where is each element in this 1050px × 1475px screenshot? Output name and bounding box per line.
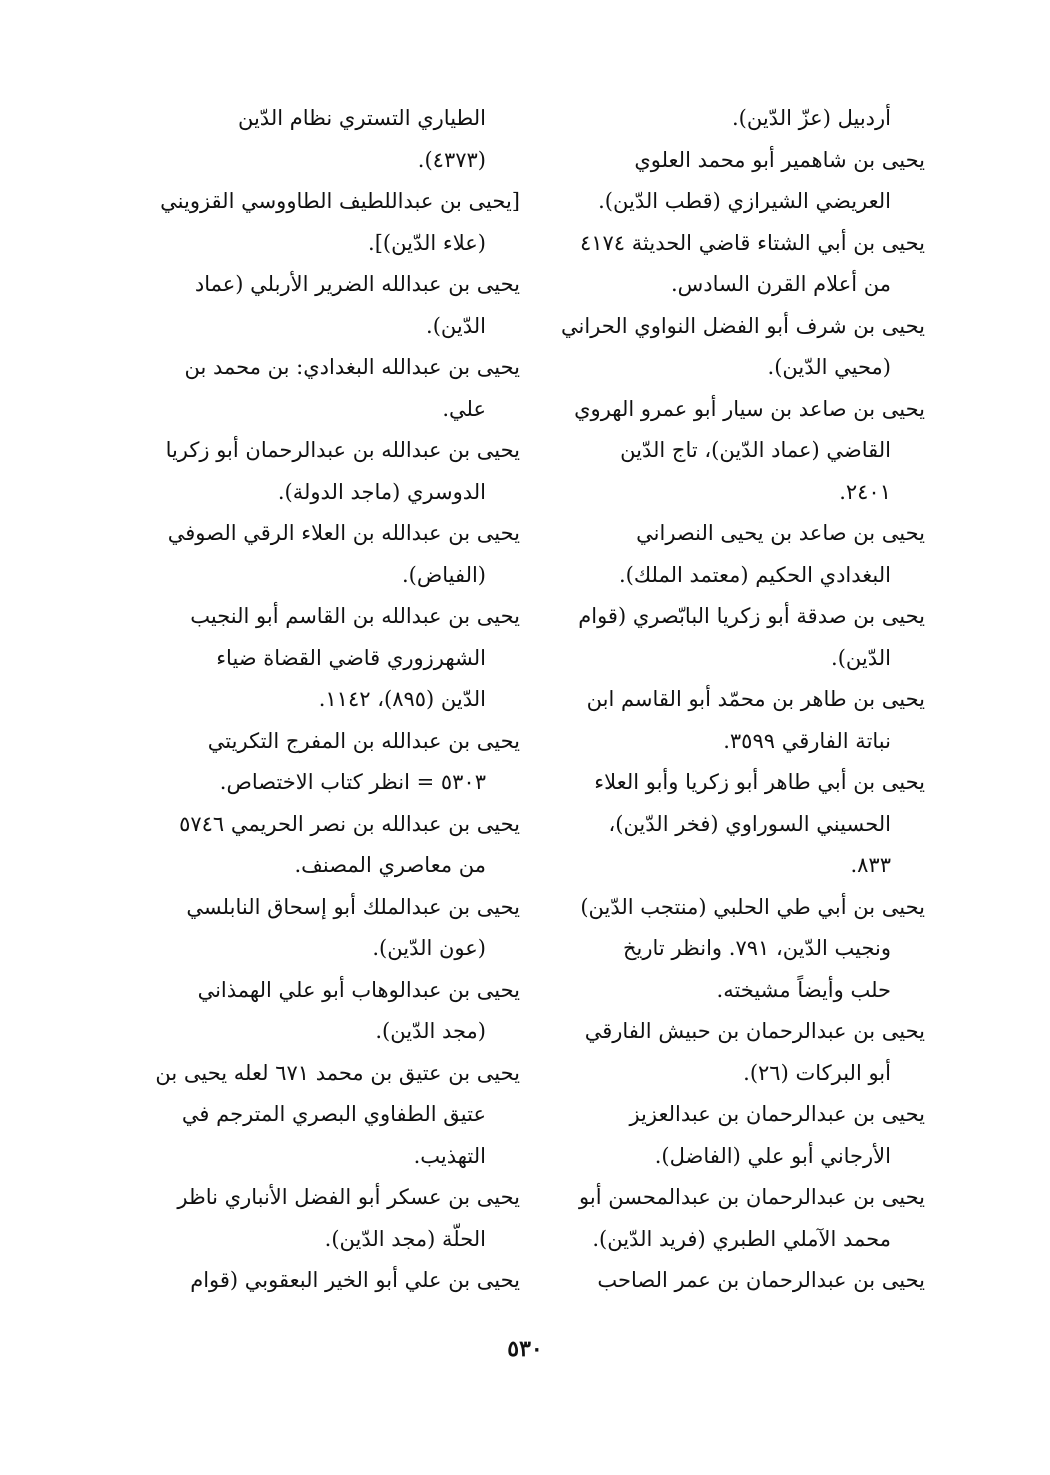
index-entry-line: يحيى بن عبدالله بن عبدالرحمان أبو زكريا	[165, 438, 520, 462]
index-entry-line: الدوسري (ماجد الدولة).	[277, 479, 486, 504]
index-entry-line: القاضي (عماد الدّين)، تاج الدّين	[620, 438, 891, 462]
index-entry-line: يحيى بن عبدالرحمان بن حبيش الفارقي	[584, 1019, 925, 1043]
index-entry-line: يحيى بن عبدالملك أبو إسحاق النابلسي	[186, 894, 520, 919]
index-entry-line: يحيى بن عبدالله بن القاسم أبو النجيب	[190, 604, 520, 628]
index-entry-line: يحيى بن صاعد بن يحيى النصراني	[636, 521, 925, 545]
index-entry-line: يحيى بن صدقة أبو زكريا البابّصري (قوام	[578, 604, 925, 628]
index-entry-line: [يحيى بن عبداللطيف الطاووسي القزويني	[160, 189, 520, 213]
index-entry-line: يحيى بن أبي طاهر أبو زكريا وأبو العلاء	[594, 770, 925, 794]
index-entry-line: يحيى بن عبدالله البغدادي: بن محمد بن	[184, 355, 520, 379]
index-entry-line: يحيى بن عبدالرحمان بن عبدالمحسن أبو	[579, 1185, 925, 1209]
index-entry-line: يحيى بن عبدالله الضرير الأربلي (عماد	[194, 272, 520, 296]
index-entry-line: الدّين).	[426, 313, 486, 338]
index-entry-line: حلب وأيضاً مشيخته.	[716, 977, 891, 1002]
index-entry-line: يحيى بن علي أبو الخير البعقوبي (قوام	[190, 1268, 520, 1292]
index-entry-line: (الفياض).	[401, 562, 486, 587]
index-entry-line: يحيى بن عبدالله بن العلاء الرقي الصوفي	[167, 521, 520, 545]
index-entry-line: ٢٤٠١.	[839, 479, 891, 504]
index-entry-line: يحيى بن عبدالرحمان بن عبدالعزيز	[629, 1102, 925, 1126]
index-entry-line: ونجيب الدّين، ٧٩١. وانظر تاريخ	[622, 936, 891, 960]
index-entry-line: يحيى بن عبدالله بن المفرج التكريتي	[207, 728, 520, 753]
index-entry-line: ٥٣٠٣ = انظر كتاب الاختصاص.	[219, 770, 486, 794]
index-entry-line: التهذيب.	[413, 1143, 486, 1168]
index-entry-line: الطياري التستري نظام الدّين	[237, 106, 486, 130]
left-column	[150, 98, 520, 1302]
index-entry-line: الشهرزوري قاضي القضاة ضياء	[216, 645, 486, 670]
index-entry-line: الحسيني السوراوي (فخر الدّين)،	[608, 811, 891, 836]
index-entry-line: يحيى بن عبدالرحمان بن عمر الصاحب	[597, 1268, 925, 1292]
index-entry-line: يحيى بن عسكر أبو الفضل الأنباري ناظر	[177, 1185, 520, 1209]
index-entry-line: يحيى بن أبي طي الحلبي (منتجب الدّين)	[580, 894, 925, 919]
index-entry-line: يحيى بن طاهر بن محمّد أبو القاسم ابن	[586, 687, 925, 711]
index-entry-line: (٤٣٧٣).	[417, 147, 486, 172]
index-entry-line: يحيى بن عبدالله بن نصر الحريمي ٥٧٤٦	[179, 811, 520, 836]
index-entry-line: يحيى بن شاهمير أبو محمد العلوي	[634, 147, 925, 172]
index-entry-line: البغدادي الحكيم (معتمد الملك).	[618, 562, 891, 587]
index-entry-line: (محيي الدّين).	[767, 355, 891, 379]
index-entry-line: الدّين (٨٩٥)، ١١٤٢.	[318, 687, 486, 711]
index-entry-line: أبو البركات (٢٦).	[743, 1060, 891, 1085]
index-entry-line: علي.	[442, 396, 486, 421]
index-entry-line: عتيق الطفاوي البصري المترجم في	[181, 1102, 486, 1126]
index-entry-line: العريضي الشيرازي (قطب الدّين).	[598, 189, 891, 213]
right-column	[555, 98, 925, 1302]
index-entry-line: يحيى بن أبي الشتاء قاضي الحديثة ٤١٧٤	[579, 230, 925, 255]
index-entry-line: يحيى بن عتيق بن محمد ٦٧١ لعله يحيى بن	[155, 1060, 520, 1085]
index-entry-line: الدّين).	[831, 645, 891, 670]
index-entry-line: من أعلام القرن السادس.	[670, 272, 891, 296]
index-entry-line: محمد الآملي الطبري (فريد الدّين).	[592, 1226, 891, 1251]
index-entry-line: (عون الدّين).	[372, 936, 486, 960]
index-entry-line: (مجد الدّين).	[375, 1019, 486, 1043]
index-entry-line: يحيى بن عبدالوهاب أبو علي الهمذاني	[197, 977, 520, 1002]
index-entry-line: أردبيل (عزّ الدّين).	[731, 106, 891, 130]
page-number: ٥٣٠	[507, 1336, 543, 1362]
index-entry-line: الأرجاني أبو علي (الفاضل).	[654, 1143, 891, 1168]
index-entry-line: نباتة الفارقي ٣٥٩٩.	[723, 728, 891, 753]
index-entry-line: ٨٣٣.	[850, 853, 891, 877]
index-entry-line: يحيى بن صاعد بن سيار أبو عمرو الهروي	[574, 396, 925, 421]
index-entry-line: (علاء الدّين)].	[368, 230, 486, 255]
index-entry-line: من معاصري المصنف.	[294, 853, 486, 877]
index-entry-line: الحلّة (مجد الدّين).	[324, 1226, 486, 1251]
index-entry-line: يحيى بن شرف أبو الفضل النواوي الحراني	[561, 313, 925, 338]
